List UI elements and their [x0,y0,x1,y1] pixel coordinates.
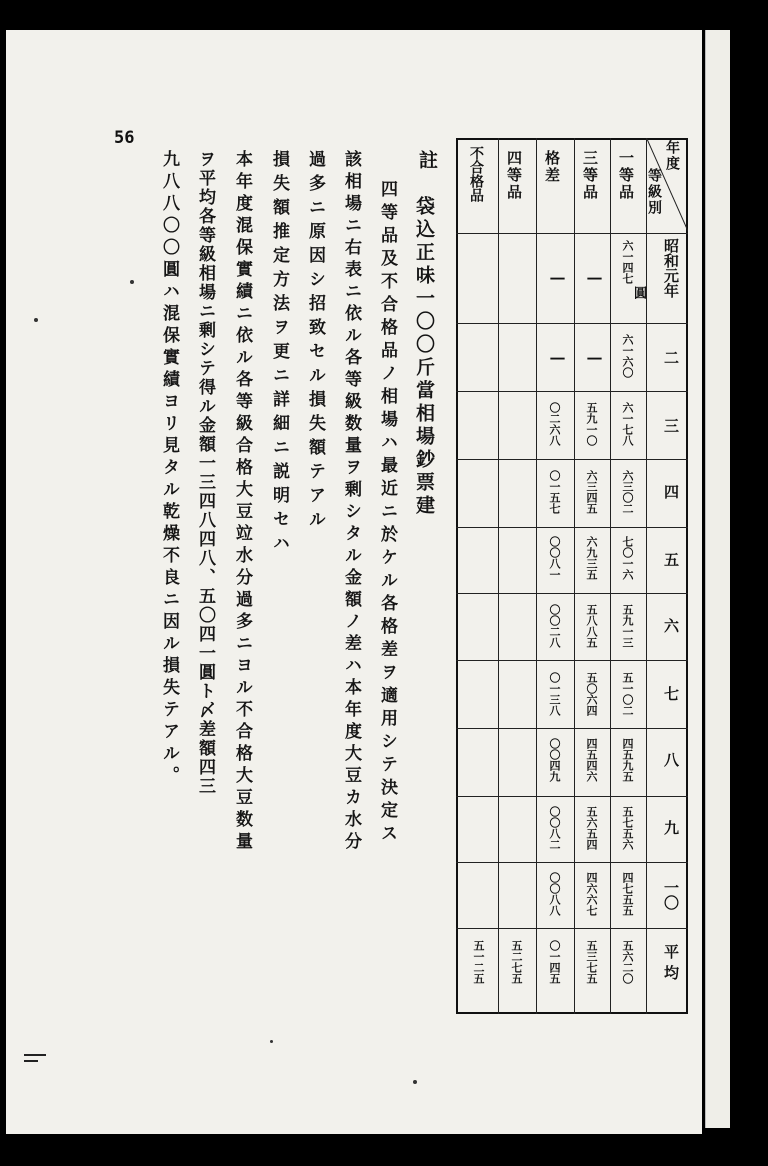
year-label: 四 [662,484,680,499]
year-label: 八 [662,752,680,767]
table-cell: 四五九五 [621,738,634,782]
note-line: 過多ニ原因シ招致セル損失額テアル [305,150,325,534]
grade-price-table [456,138,688,1014]
page-number: 56 [114,128,135,148]
year-label: 二 [662,350,680,365]
page-edge [705,30,730,1128]
table-cell: 四七五五 [621,872,634,916]
table-cell: 〇一五七 [548,470,561,514]
scan-mark [24,1060,38,1062]
scan-speck [34,318,38,322]
table-cell: 六三四五 [585,470,598,514]
table-rule [574,138,575,1014]
grade-label-reject: 不合格品 [468,146,484,202]
table-cell: — [585,348,604,367]
table-cell: 六一四七 [621,240,634,284]
year-label: 昭和元年 [662,238,680,298]
table-rule [456,796,688,797]
table-corner [644,138,688,233]
year-label: 五 [662,552,680,567]
table-cell: — [548,348,567,367]
table-rule [456,593,688,594]
table-rule [646,138,647,1014]
note-line: ヲ平均各等級相場ニ剰シテ得ル金額一三四八四八、五〇四一圓ト〆差額四三 [195,150,215,796]
table-rule [456,728,688,729]
table-cell: 五七五六 [621,806,634,850]
table-cell: 四五四六 [585,738,598,782]
corner-year-label: 年度 [664,140,680,172]
table-frame [456,138,688,1014]
year-label: 三 [662,418,680,433]
table-rule [536,138,537,1014]
table-cell: 五〇六四 [585,672,598,716]
note-label: 註 [416,150,438,169]
table-cell: 四六六七 [585,872,598,916]
scan-speck [130,280,134,284]
table-cell: 五九一三 [621,604,634,648]
table-rule [456,660,688,661]
grade-label-diff: 格差 [543,150,561,184]
table-cell: 〇二六八 [548,402,561,446]
table-rule [456,233,688,234]
table-cell: 〇〇二八 [548,604,561,648]
note-line: 四等品及不合格品ノ相場ハ最近ニ於ケル各格差ヲ適用シテ決定ス [377,180,397,847]
table-rule [456,527,688,528]
table-cell: 五二七五 [510,940,523,984]
table-cell: 〇〇四九 [548,738,561,782]
grade-label-1: 一等品 [617,150,635,201]
table-cell: 〇一四五 [548,940,561,984]
year-label: 平均 [662,944,680,986]
table-cell: 五六二〇 [621,940,634,984]
table-rule [456,323,688,324]
scan-speck [413,1080,417,1084]
table-cell: 〇一三八 [548,672,561,716]
year-label: 九 [662,820,680,835]
table-rule [610,138,611,1014]
scan-mark [24,1054,46,1056]
note-line: 該相場ニ右表ニ依ル各等級数量ヲ剰シタル金額ノ差ハ本年度大豆カ水分 [341,150,361,854]
note-line: 損失額推定方法ヲ更ニ詳細ニ説明セハ [269,150,289,558]
table-cell: 六九三五 [585,536,598,580]
table-cell: 六三〇二 [621,470,634,514]
table-cell: 〇〇八二 [548,806,561,850]
note-line: 袋込正味一〇〇斤當相場鈔票建 [413,196,435,518]
table-cell: 五三七五 [585,940,598,984]
scan-speck [270,1040,273,1043]
table-cell: 六一七八 [621,402,634,446]
note-line: 本年度混保實績ニ依ル各等級合格大豆竝水分過多ニヨル不合格大豆数量 [232,150,252,854]
corner-grade-label: 等級別 [646,168,662,216]
year-label: 七 [662,686,680,701]
table-rule [456,459,688,460]
note-line: 九八八〇〇圓ハ混保實績ヨリ見タル乾燥不良ニ因ル損失テアル。 [159,150,179,788]
table-rule [456,928,688,929]
table-cell: 六一六〇 [621,334,634,378]
table-cell: — [585,268,604,287]
table-cell: 五一二五 [472,940,485,984]
table-cell: — [548,268,567,287]
grade-label-4: 四等品 [505,150,523,201]
unit-label: 圓 [631,286,646,299]
table-cell: 五九一〇 [585,402,598,446]
year-label: 一〇 [662,880,680,910]
table-cell: 〇〇八八 [548,872,561,916]
table-rule [498,138,499,1014]
table-rule [456,862,688,863]
table-cell: 七〇一六 [621,536,634,580]
table-cell: 五八八五 [585,604,598,648]
grade-label-3: 三等品 [581,150,599,201]
table-cell: 〇〇八一 [548,536,561,580]
table-cell: 五六五四 [585,806,598,850]
table-rule [456,391,688,392]
year-label: 六 [662,618,680,633]
table-cell: 五一〇二 [621,672,634,716]
